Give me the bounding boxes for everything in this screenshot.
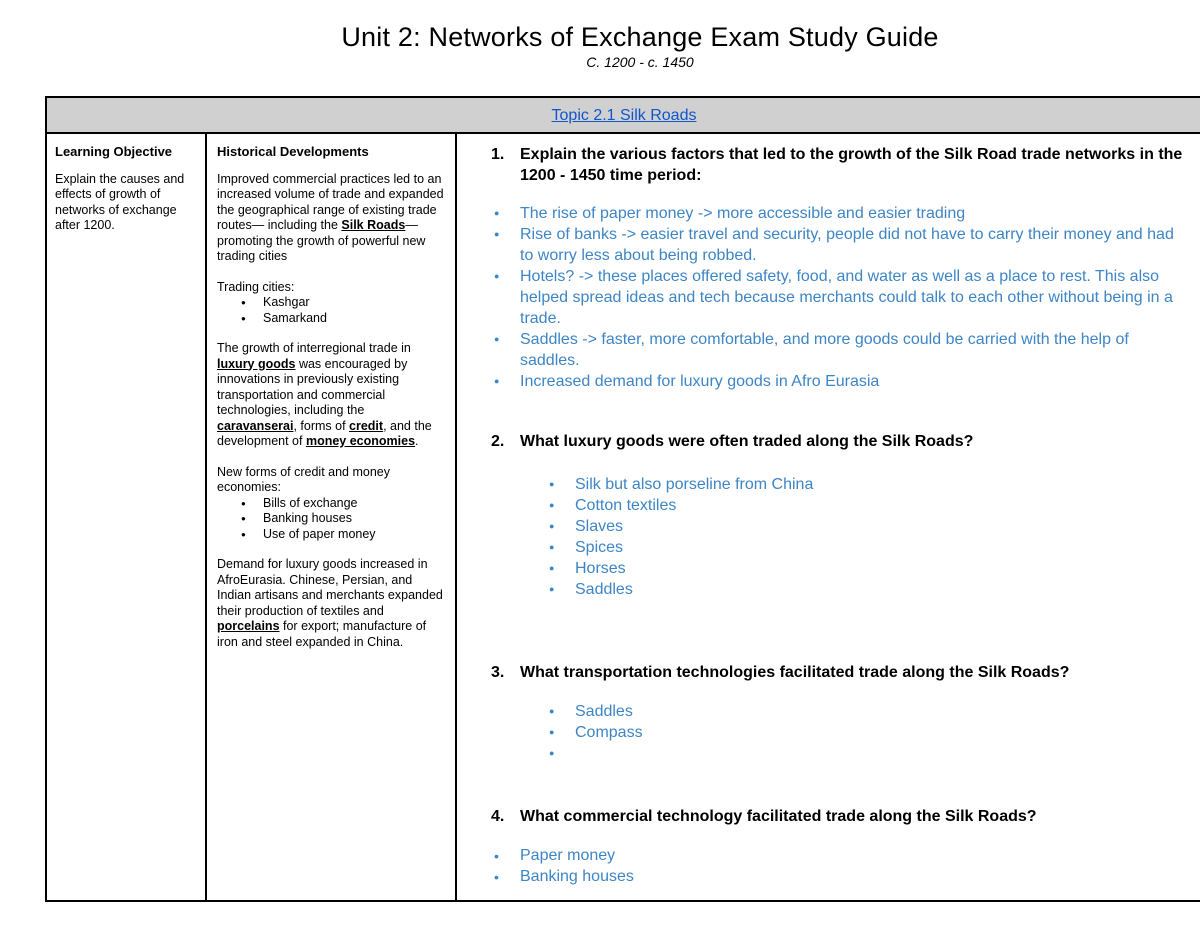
answer-item: ● Rise of banks -> easier travel and security, people did not have to carry their money and had to worry less about being robbed. — [520, 224, 1189, 266]
hd-text: —promoting the growth of powerful new trading cities — [217, 218, 426, 263]
key-term: caravanserai — [217, 418, 294, 433]
answer-item: ● Saddles — [575, 701, 1189, 722]
answer-item: • Paper money — [520, 845, 1189, 866]
page-title: Unit 2: Networks of Exchange Exam Study Guide — [341, 22, 939, 52]
learning-objective-heading: Learning Objective — [55, 144, 173, 159]
hd-text: for export; manufacture of iron and steel expanded in China. — [217, 619, 427, 649]
hd-text: , forms of — [293, 418, 350, 433]
list-item: ● Bills of exchange — [263, 496, 447, 512]
questions-column — [459, 134, 1200, 900]
trading-cities-list — [217, 295, 447, 326]
learning-objective-column — [47, 134, 207, 900]
answer-item: ● The rise of paper money -> more accessible and easier trading — [520, 203, 1189, 224]
answer-item: • Banking houses — [520, 866, 1189, 887]
answer-item: ● Silk but also porseline from China — [575, 474, 1189, 495]
answers-3 — [491, 701, 1189, 764]
list-item: ● Kashgar — [263, 295, 447, 311]
topic-link[interactable]: Topic 2.1 Silk Roads — [551, 107, 697, 124]
key-term: porcelains — [217, 619, 280, 633]
hd-paragraph-2 — [217, 341, 447, 450]
list-item: ● Use of paper money — [263, 527, 447, 543]
credit-list — [217, 496, 447, 543]
answers-2 — [491, 474, 1189, 600]
question-number: 1. — [491, 146, 505, 163]
trading-cities-label: Trading cities: — [217, 279, 295, 294]
hd-paragraph-3 — [217, 557, 447, 650]
hd-text: Improved commercial practices led to an increased volume of trade and expanded the geographical range of existing trade routes— including the — [217, 171, 444, 232]
answers-1 — [491, 203, 1189, 392]
key-term: Silk Roads — [341, 218, 406, 232]
question-4 — [491, 806, 1189, 827]
credit-label: New forms of credit and money economies: — [217, 464, 390, 494]
answer-item: ● Increased demand for luxury goods in Afro Eurasia — [520, 371, 1189, 392]
historical-developments-heading: Historical Developments — [217, 144, 369, 159]
answer-item-empty — [575, 743, 1189, 764]
question-text: Explain the various factors that led to the growth of the Silk Road trade networks in the 1200 - 1450 time period: — [520, 146, 1183, 184]
learning-objective-text: Explain the causes and effects of growth of networks of exchange after 1200. — [55, 171, 185, 232]
list-item: ● Samarkand — [263, 311, 447, 327]
question-number: 4. — [491, 808, 505, 825]
question-text: What transportation technologies facilitated trade along the Silk Roads? — [520, 664, 1070, 681]
question-2 — [491, 431, 1189, 452]
answer-item: ● Horses — [575, 558, 1189, 579]
question-number: 3. — [491, 664, 505, 681]
hd-text: . — [415, 434, 419, 448]
list-item: ● Banking houses — [263, 511, 447, 527]
answer-item: ● Cotton textiles — [575, 495, 1189, 516]
topic-header — [47, 98, 1200, 134]
question-text: What luxury goods were often traded along the Silk Roads? — [520, 433, 974, 450]
answers-4 — [491, 845, 1189, 887]
answer-item: ● Slaves — [575, 516, 1189, 537]
hd-text: Demand for luxury goods increased in AfroEurasia. Chinese, Persian, and Indian artisans and merchants expanded their production of textiles and — [217, 557, 443, 618]
study-guide-table — [45, 96, 1200, 902]
answer-item: ● Saddles -> faster, more comfortable, and more goods could be carried with the help of saddles. — [520, 329, 1189, 371]
question-1 — [491, 144, 1189, 186]
question-text: What commercial technology facilitated trade along the Silk Roads? — [520, 808, 1037, 825]
hd-text: The growth of interregional trade in — [217, 341, 411, 355]
question-3 — [491, 662, 1189, 683]
question-number: 2. — [491, 433, 505, 450]
key-term: credit — [349, 418, 384, 433]
answer-item: ● Hotels? -> these places offered safety, food, and water as well as a place to rest. This also helped spread ideas and tech because merchants could talk to each other without being in a trade. — [520, 266, 1189, 329]
hd-paragraph-1 — [217, 172, 447, 265]
key-term: money economies — [305, 434, 416, 448]
page-subtitle: C. 1200 - c. 1450 — [586, 54, 694, 70]
historical-developments-column — [209, 134, 457, 900]
answer-item: ● Spices — [575, 537, 1189, 558]
key-term: luxury goods — [217, 356, 296, 371]
answer-item: ● Saddles — [575, 579, 1189, 600]
hd-text: , and the development of — [217, 418, 432, 448]
answer-item: ● Compass — [575, 722, 1189, 743]
hd-text: was encouraged by innovations in previously existing transportation and commercial technologies, including the — [217, 356, 408, 417]
